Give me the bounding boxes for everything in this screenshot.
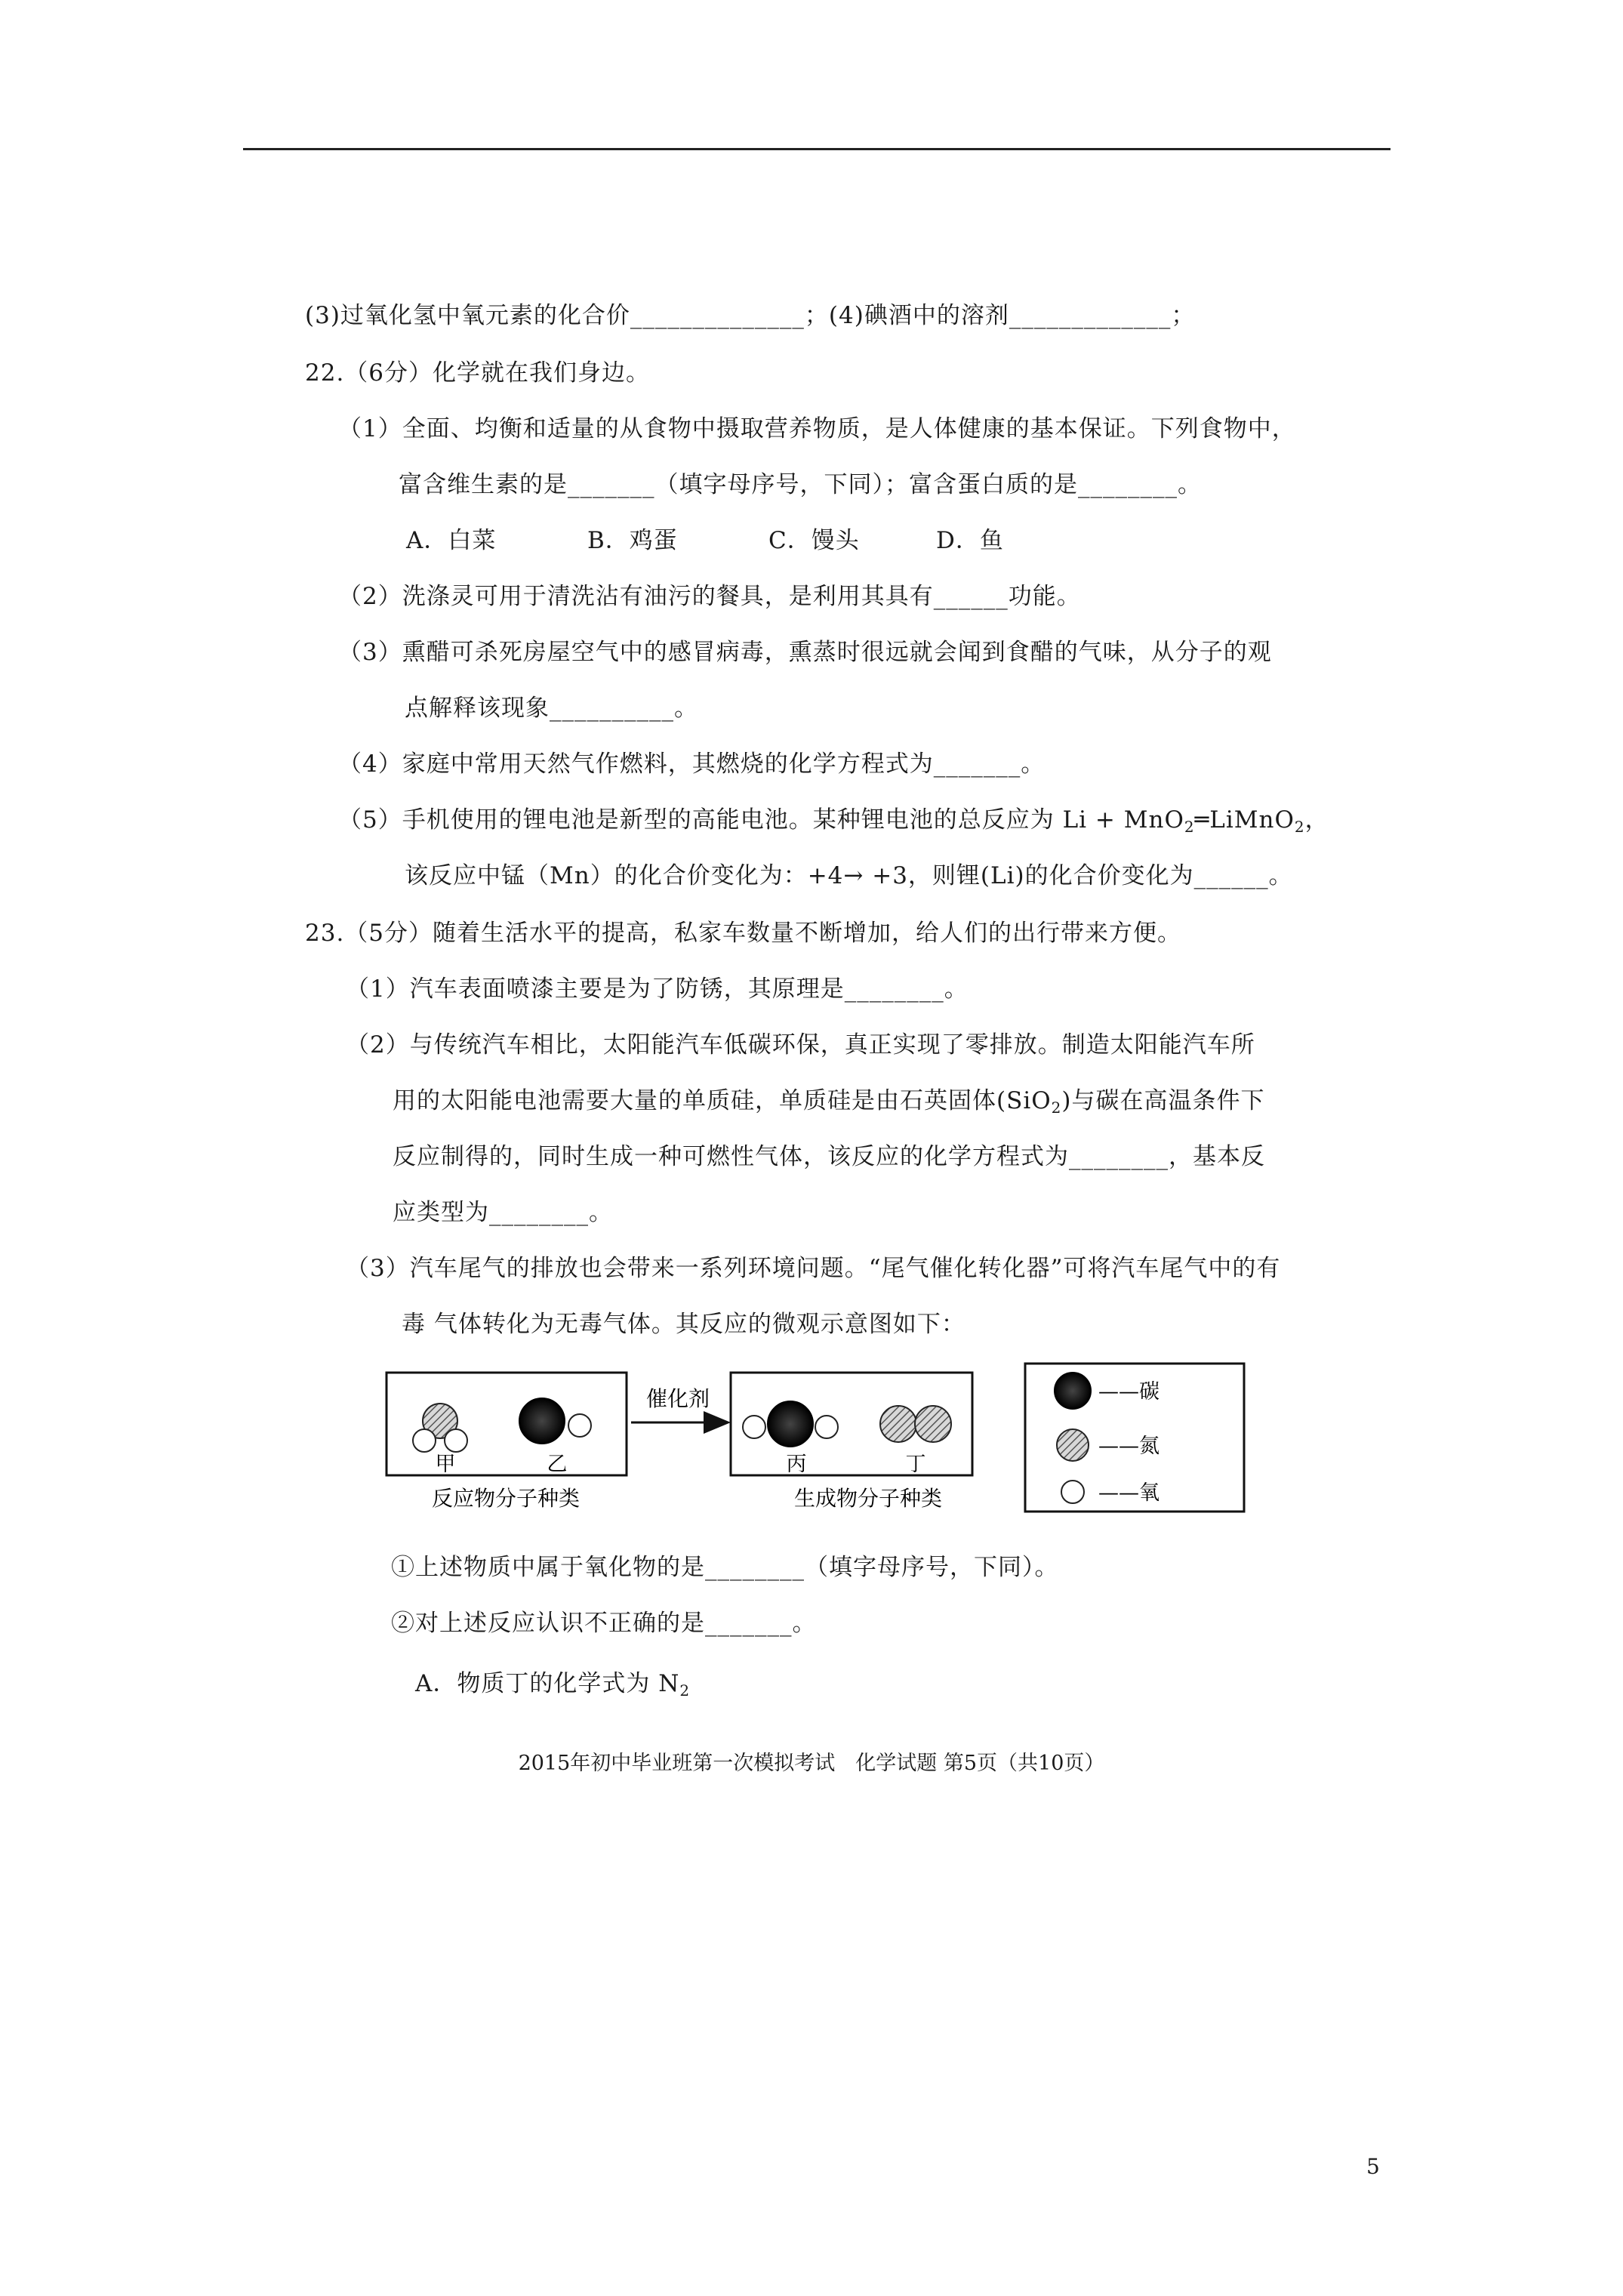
legend-oxygen: ——氧: [1098, 1481, 1160, 1505]
catalyst-arrow: [631, 1386, 726, 1422]
label-yi: 乙: [547, 1453, 568, 1476]
q23-part2-line2: 用的太阳能电池需要大量的单质硅，单质硅是由石英固体(SiO$_2$)与碳在高温条件下: [393, 1087, 1265, 1117]
q23-option-a: A．物质丁的化学式为 $N_2$: [415, 1670, 691, 1700]
q23-part3-line1: （3）汽车尾气的排放也会带来一系列环境问题。“尾气催化转化器”可将汽车尾气中的有: [346, 1255, 1281, 1282]
page-footer: 2015年初中毕业班第一次模拟考试 化学试题 第5页（共10页）: [518, 1752, 1105, 1775]
page-number: 5: [1366, 2154, 1380, 2179]
q22-part2: （2）洗涤灵可用于清洗沾有油污的餐具，是利用其具有______功能。: [338, 583, 1081, 610]
option-d: D．鱼: [936, 527, 1004, 554]
q22-part3-line1: （3）熏醋可杀死房屋空气中的感冒病毒，熏蒸时很远就会闻到食醋的气味，从分子的观: [338, 639, 1272, 666]
reaction-diagram: [385, 1351, 1268, 1525]
q23-part2-line3: 反应制得的，同时生成一种可燃性气体，该反应的化学方程式为________，基本反: [393, 1143, 1265, 1170]
legend-nitrogen: ——氮: [1098, 1435, 1160, 1458]
q22-part5-line1: （5）手机使用的锂电池是新型的高能电池。某种锂电池的总反应为 Li + MnO$_2$═LiMnO$_2$，: [338, 806, 1329, 836]
label-jia: 甲: [435, 1453, 456, 1476]
reactant-caption: 反应物分子种类: [431, 1486, 581, 1511]
option-b: B．鸡蛋: [587, 527, 678, 554]
q22-heading: 22.（6分）化学就在我们身边。: [305, 359, 651, 387]
q23-part2-line4: 应类型为________。: [393, 1199, 613, 1226]
molecule-bing: [743, 1401, 838, 1447]
reactant-box: [387, 1373, 627, 1476]
product-caption: 生成物分子种类: [793, 1486, 943, 1511]
legend-carbon: ——碳: [1098, 1380, 1160, 1404]
legend-carbon-swatch: [1055, 1373, 1091, 1409]
label-bing: 丙: [786, 1453, 807, 1476]
q22-part3-line2: 点解释该现象__________。: [405, 695, 698, 722]
molecule-ding: [880, 1406, 951, 1442]
header-rule: [243, 148, 1390, 150]
q22-options: [406, 524, 1004, 557]
label-ding: 丁: [905, 1453, 926, 1476]
legend-oxygen-swatch: [1061, 1481, 1084, 1503]
legend-box: [1025, 1364, 1244, 1512]
q23-heading: 23.（5分）随着生活水平的提高，私家车数量不断增加，给人们的出行带来方便。: [305, 920, 1182, 947]
option-a: A．白菜: [406, 527, 497, 554]
q22-part1-line2: 富含维生素的是_______（填字母序号，下同）；富含蛋白质的是________。: [399, 471, 1202, 498]
q23-sub1: ①上述物质中属于氧化物的是________（填字母序号，下同）。: [391, 1554, 1059, 1581]
q22-part5-line2: 该反应中锰（Mn）的化合价变化为：+4→ +3，则锂(Li)的化合价变化为______。: [405, 862, 1293, 889]
legend-nitrogen-swatch: [1057, 1429, 1089, 1461]
q22-part4: （4）家庭中常用天然气作燃料，其燃烧的化学方程式为_______。: [338, 750, 1046, 778]
option-c: C．馒头: [768, 527, 860, 554]
q23-part3-line2: 毒 气体转化为无毒气体。其反应的微观示意图如下：: [402, 1311, 965, 1338]
q23-part2-line1: （2）与传统汽车相比，太阳能汽车低碳环保，真正实现了零排放。制造太阳能汽车所: [346, 1031, 1255, 1059]
product-box: [731, 1373, 972, 1476]
q23-sub2: ②对上述反应认识不正确的是_______。: [391, 1610, 817, 1637]
q23-part1: （1）汽车表面喷漆主要是为了防锈，其原理是________。: [346, 975, 969, 1003]
catalyst-label: 催化剂: [645, 1386, 710, 1411]
molecule-yi: [519, 1398, 591, 1444]
molecule-jia: [413, 1404, 467, 1452]
q22-part1-line1: （1）全面、均衡和适量的从食物中摄取营养物质，是人体健康的基本保证。下列食物中，: [338, 415, 1296, 442]
q21-tail-line: (3)过氧化氢中氧元素的化合价______________；(4)碘酒中的溶剂_____________；: [305, 302, 1196, 329]
